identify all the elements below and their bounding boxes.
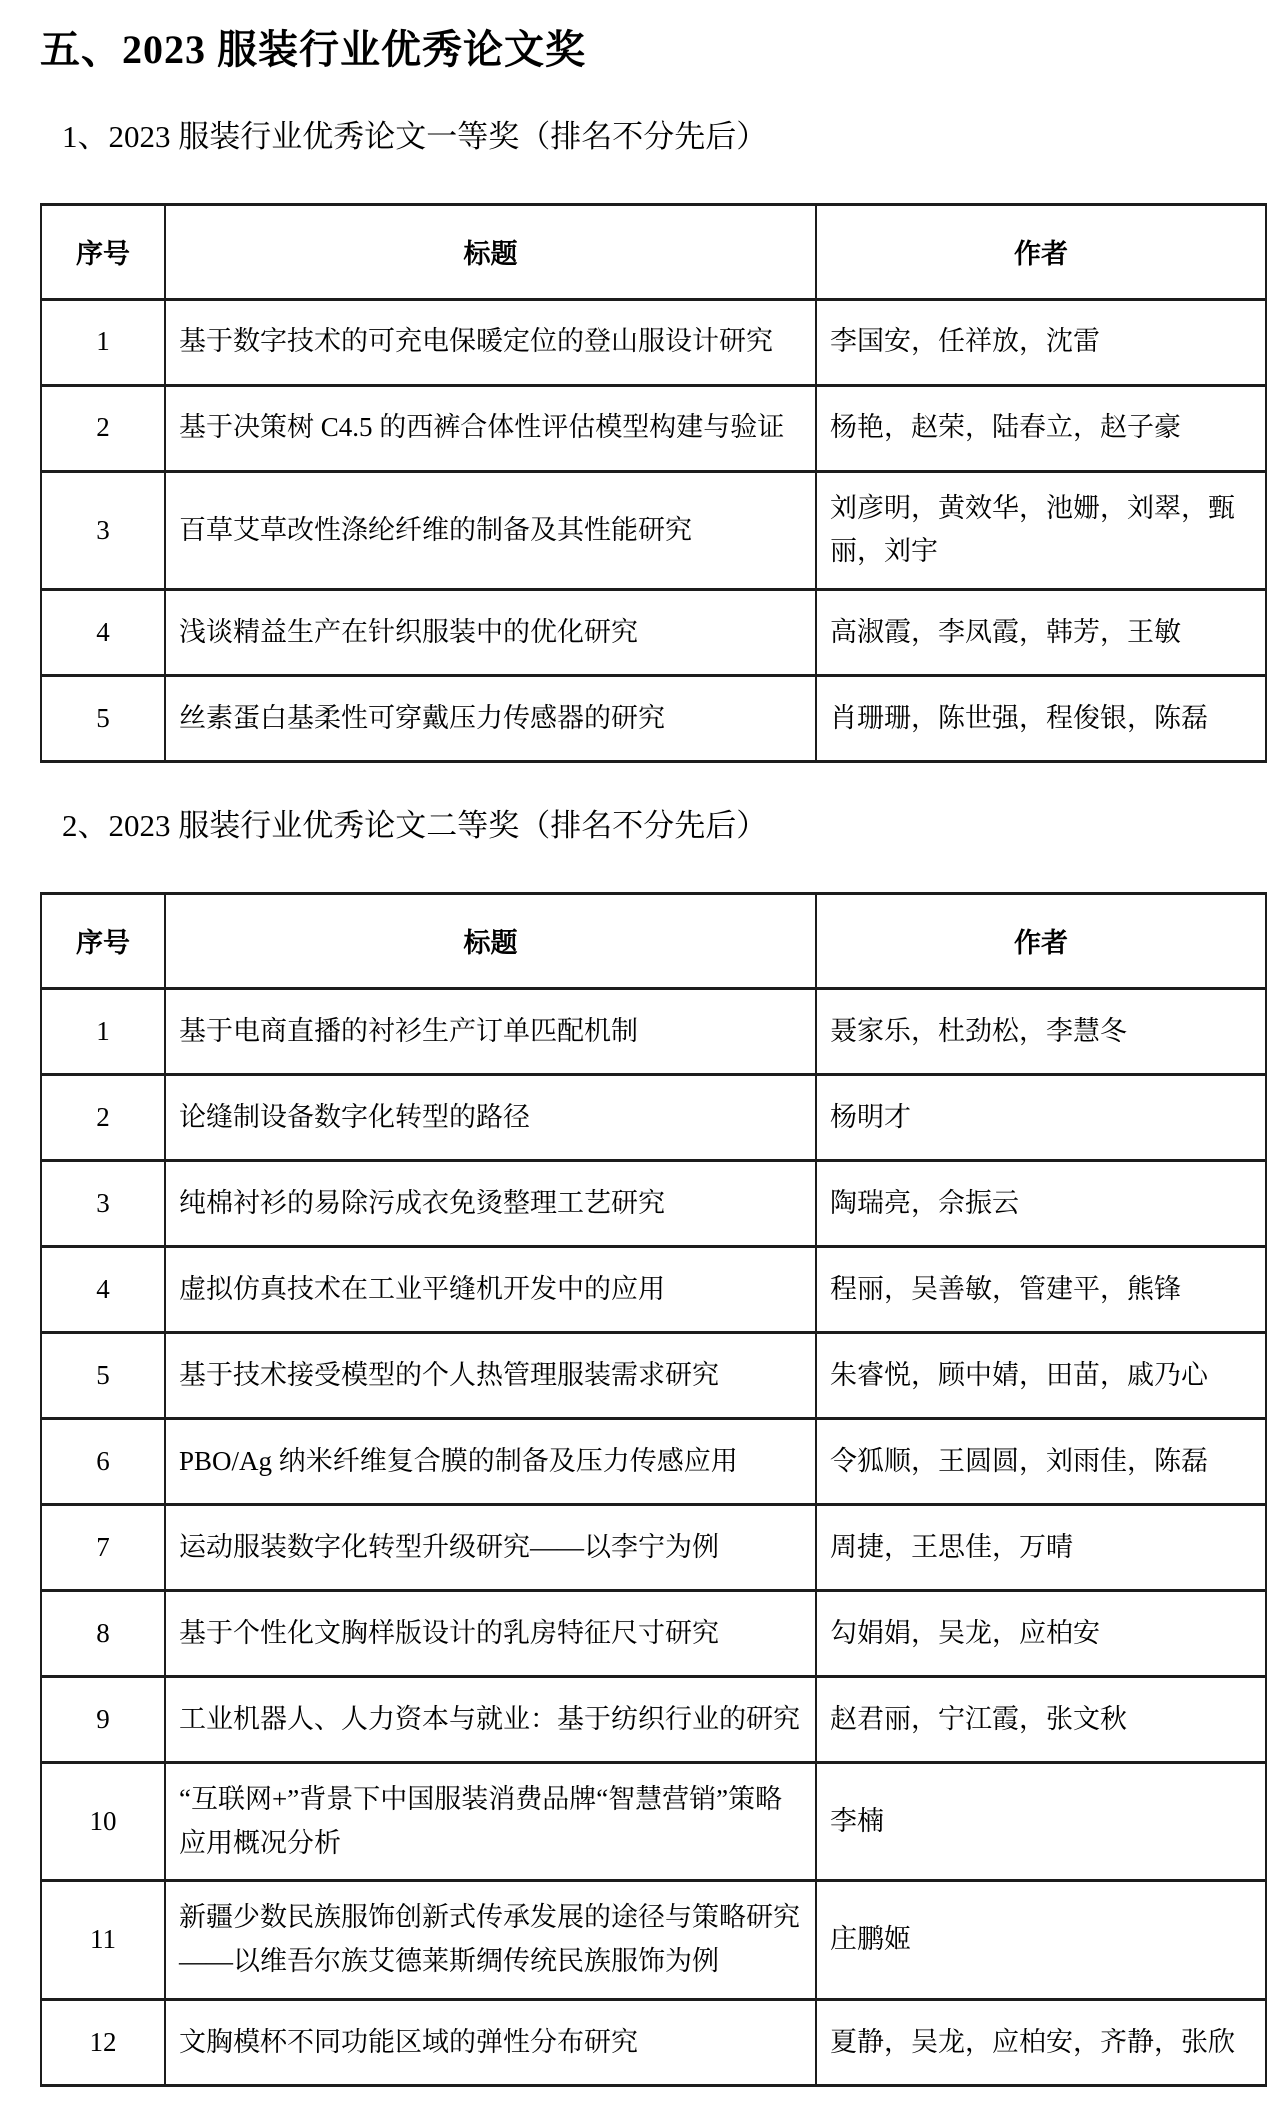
- cell-no: 3: [41, 471, 165, 589]
- cell-title: 纯棉衬衫的易除污成衣免烫整理工艺研究: [165, 1160, 816, 1246]
- cell-authors: 刘彦明，黄效华，池姗，刘翠，甄丽，刘宇: [816, 471, 1266, 589]
- header-row: [41, 893, 1266, 988]
- section-heading: 1、2023 服装行业优秀论文一等奖（排名不分先后）: [62, 119, 768, 154]
- cell-title: 浅谈精益生产在针织服装中的优化研究: [165, 590, 816, 676]
- cell-title: “互联网+”背景下中国服装消费品牌“智慧营销”策略应用概况分析: [165, 1762, 816, 1880]
- cell-no: 2: [41, 385, 165, 471]
- cell-authors: 朱睿悦，顾中婧，田苗，戚乃心: [816, 1332, 1266, 1418]
- col-header-no: 序号: [41, 204, 165, 299]
- cell-no: 4: [41, 590, 165, 676]
- col-header-authors: 作者: [816, 893, 1266, 988]
- cell-authors: 夏静，吴龙，应柏安，齐静，张欣: [816, 1999, 1266, 2085]
- col-header-title: 标题: [165, 893, 816, 988]
- header-row: [41, 204, 1266, 299]
- papers-table-first-prize: [40, 203, 1267, 763]
- cell-no: 11: [41, 1881, 165, 1999]
- cell-title: 文胸模杯不同功能区域的弹性分布研究: [165, 1999, 816, 2085]
- section-second-prize: [40, 807, 1255, 2087]
- papers-table-second-prize: [40, 892, 1267, 2087]
- cell-no: 2: [41, 1074, 165, 1160]
- table-row: [41, 1332, 1266, 1418]
- cell-title: 基于电商直播的衬衫生产订单匹配机制: [165, 988, 816, 1074]
- cell-no: 8: [41, 1590, 165, 1676]
- table-row: [41, 1160, 1266, 1246]
- cell-authors: 杨艳，赵荣，陆春立，赵子豪: [816, 385, 1266, 471]
- cell-title: 丝素蛋白基柔性可穿戴压力传感器的研究: [165, 676, 816, 762]
- cell-authors: 令狐顺，王圆圆，刘雨佳，陈磊: [816, 1418, 1266, 1504]
- cell-title: 新疆少数民族服饰创新式传承发展的途径与策略研究——以维吾尔族艾德莱斯绸传统民族服饰为例: [165, 1881, 816, 1999]
- cell-authors: 高淑霞，李凤霞，韩芳，王敏: [816, 590, 1266, 676]
- cell-no: 1: [41, 299, 165, 385]
- cell-no: 3: [41, 1160, 165, 1246]
- cell-authors: 李楠: [816, 1762, 1266, 1880]
- table-row: [41, 1074, 1266, 1160]
- cell-no: 5: [41, 1332, 165, 1418]
- table-row: [41, 385, 1266, 471]
- table-row: [41, 1590, 1266, 1676]
- col-header-no: 序号: [41, 893, 165, 988]
- col-header-title: 标题: [165, 204, 816, 299]
- table-row: [41, 471, 1266, 589]
- section-first-prize: [40, 118, 1255, 763]
- cell-no: 7: [41, 1504, 165, 1590]
- cell-no: 5: [41, 676, 165, 762]
- col-header-authors: 作者: [816, 204, 1266, 299]
- cell-no: 4: [41, 1246, 165, 1332]
- table-row: [41, 590, 1266, 676]
- cell-title: 运动服装数字化转型升级研究——以李宁为例: [165, 1504, 816, 1590]
- cell-title: 百草艾草改性涤纶纤维的制备及其性能研究: [165, 471, 816, 589]
- cell-authors: 赵君丽，宁江霞，张文秋: [816, 1676, 1266, 1762]
- table-row: [41, 1999, 1266, 2085]
- cell-title: 基于技术接受模型的个人热管理服装需求研究: [165, 1332, 816, 1418]
- cell-authors: 勾娟娟，吴龙，应柏安: [816, 1590, 1266, 1676]
- cell-title: 工业机器人、人力资本与就业：基于纺织行业的研究: [165, 1676, 816, 1762]
- cell-no: 10: [41, 1762, 165, 1880]
- cell-title: 基于数字技术的可充电保暖定位的登山服设计研究: [165, 299, 816, 385]
- cell-no: 9: [41, 1676, 165, 1762]
- cell-title: PBO/Ag 纳米纤维复合膜的制备及压力传感应用: [165, 1418, 816, 1504]
- cell-authors: 杨明才: [816, 1074, 1266, 1160]
- cell-authors: 李国安，任祥放，沈雷: [816, 299, 1266, 385]
- table-row: [41, 1762, 1266, 1880]
- cell-authors: 庄鹏姬: [816, 1881, 1266, 1999]
- table-row: [41, 988, 1266, 1074]
- cell-authors: 周捷，王思佳，万晴: [816, 1504, 1266, 1590]
- page-title: 五、2023 服装行业优秀论文奖: [40, 27, 586, 72]
- cell-title: 基于个性化文胸样版设计的乳房特征尺寸研究: [165, 1590, 816, 1676]
- cell-no: 12: [41, 1999, 165, 2085]
- cell-no: 6: [41, 1418, 165, 1504]
- table-row: [41, 299, 1266, 385]
- table-row: [41, 1676, 1266, 1762]
- cell-authors: 程丽，吴善敏，管建平，熊锋: [816, 1246, 1266, 1332]
- cell-authors: 陶瑞亮，佘振云: [816, 1160, 1266, 1246]
- cell-title: 论缝制设备数字化转型的路径: [165, 1074, 816, 1160]
- table-row: [41, 676, 1266, 762]
- table-row: [41, 1246, 1266, 1332]
- section-heading: 2、2023 服装行业优秀论文二等奖（排名不分先后）: [62, 808, 768, 844]
- table-row: [41, 1504, 1266, 1590]
- cell-title: 虚拟仿真技术在工业平缝机开发中的应用: [165, 1246, 816, 1332]
- table-row: [41, 1418, 1266, 1504]
- cell-no: 1: [41, 988, 165, 1074]
- cell-authors: 肖珊珊，陈世强，程俊银，陈磊: [816, 676, 1266, 762]
- cell-title: 基于决策树 C4.5 的西裤合体性评估模型构建与验证: [165, 385, 816, 471]
- table-row: [41, 1881, 1266, 1999]
- cell-authors: 聂家乐，杜劲松，李慧冬: [816, 988, 1266, 1074]
